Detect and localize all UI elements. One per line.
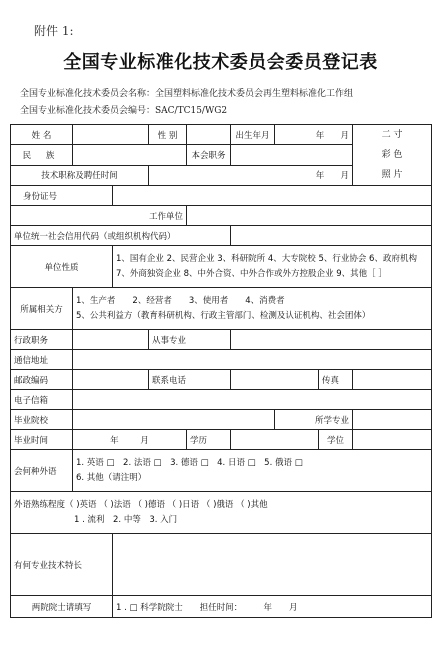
- position-label: 本会职务: [187, 145, 231, 165]
- fluency-line: 外语熟练程度（ )英语 （ )法语 （ )德语 （ )日语 （ )俄语 （ )其他: [14, 499, 268, 510]
- name-field[interactable]: [73, 125, 149, 145]
- grad-year: 年: [110, 435, 119, 446]
- registration-form: [10, 124, 432, 618]
- unit-nature-label: 单位性质: [11, 246, 113, 288]
- grad-time-label: 毕业时间: [11, 430, 73, 450]
- id-field[interactable]: [113, 186, 432, 206]
- photo-text-3: 照 片: [381, 170, 403, 180]
- gender-field[interactable]: [187, 125, 231, 145]
- address-field[interactable]: [73, 350, 432, 370]
- grad-month: 月: [140, 435, 149, 446]
- ethnicity-field[interactable]: [73, 145, 187, 165]
- fax-label: 传真: [319, 370, 353, 390]
- title-date-label: 技术职称及聘任时间: [11, 165, 149, 185]
- phone-label: 联系电话: [149, 370, 231, 390]
- education-field[interactable]: [231, 430, 319, 450]
- title-date-field[interactable]: [149, 165, 353, 185]
- email-field[interactable]: [73, 390, 432, 410]
- title-year: 年: [315, 171, 325, 182]
- party-label: 所属相关方: [11, 288, 73, 330]
- annex-label: 附件 1:: [34, 24, 74, 38]
- birth-field[interactable]: [275, 125, 353, 145]
- postcode-label: 邮政编码: [11, 370, 73, 390]
- degree-field[interactable]: [353, 430, 432, 450]
- unit-nature-options[interactable]: 1、国有企业 2、民营企业 3、科研院所 4、大专院校 5、行业协会 6、政府机构 7、外商独资企业 8、中外合资、中外合作或外方控股企业 9、其他［ ］: [113, 246, 432, 288]
- ethnicity-label: 民 族: [11, 145, 73, 165]
- admin-post-label: 行政职务: [11, 330, 73, 350]
- page-title: 全国专业标准化技术委员会委员登记表: [63, 52, 378, 73]
- fluency-levels: 1 . 流利 2. 中等 3. 入门: [74, 514, 178, 525]
- academician-label: 两院院士请填写: [11, 596, 113, 618]
- work-unit-field[interactable]: [187, 206, 432, 226]
- birth-label: 出生年月: [231, 125, 275, 145]
- academician-field[interactable]: 1 . □ 科学院院士 担任时间： 年 月: [113, 596, 432, 618]
- fax-field[interactable]: [353, 370, 432, 390]
- address-label: 通信地址: [11, 350, 73, 370]
- credit-code-label: 单位统一社会信用代码（或组织机构代码）: [11, 226, 231, 246]
- work-unit-label: 工作单位: [11, 206, 187, 226]
- name-label: 姓 名: [11, 125, 73, 145]
- education-label: 学历: [187, 430, 231, 450]
- birth-year: 年: [315, 130, 325, 141]
- party-line-2: 5、公共利益方（教育科研机构、行政主管部门、检测及认证机构、社会团体）: [76, 310, 371, 321]
- phone-field[interactable]: [231, 370, 319, 390]
- postcode-field[interactable]: [73, 370, 149, 390]
- school-label: 毕业院校: [11, 410, 73, 430]
- birth-month: 月: [340, 130, 349, 141]
- languages-label: 会何种外语: [11, 450, 73, 492]
- languages-line-1: 1. 英语 □ 2. 法语 □ 3. 德语 □ 4. 日语 □ 5. 俄语 □: [76, 457, 303, 468]
- languages-line-2: 6. 其他（请注明）: [76, 472, 147, 483]
- degree-label: 学位: [319, 430, 353, 450]
- photo-box[interactable]: [353, 125, 432, 186]
- party-line-1: 1、生产者 2、经营者 3、使用者 4、消费者: [76, 295, 285, 306]
- photo-text-2: 彩 色: [381, 150, 403, 160]
- specialty-field[interactable]: [113, 534, 432, 596]
- profession-field[interactable]: [231, 330, 432, 350]
- profession-label: 从事专业: [149, 330, 231, 350]
- major-field[interactable]: [353, 410, 432, 430]
- title-month: 月: [340, 171, 349, 182]
- photo-text-1: 二 寸: [381, 130, 403, 140]
- specialty-label: 有何专业技术特长: [11, 534, 113, 596]
- position-field[interactable]: [231, 145, 353, 165]
- major-label: 所学专业: [275, 410, 353, 430]
- id-label: 身份证号: [11, 186, 113, 206]
- credit-code-field[interactable]: [231, 226, 432, 246]
- fluency-row[interactable]: [11, 492, 432, 534]
- party-options[interactable]: [73, 288, 432, 330]
- committee-name: 全国专业标准化技术委员会名称：全国塑料标准化技术委员会再生塑料标准化工作组: [20, 89, 354, 99]
- admin-post-field[interactable]: [73, 330, 149, 350]
- gender-label: 性 别: [149, 125, 187, 145]
- grad-time-field[interactable]: [73, 430, 187, 450]
- email-label: 电子信箱: [11, 390, 73, 410]
- languages-options[interactable]: [73, 450, 432, 492]
- school-field[interactable]: [73, 410, 275, 430]
- committee-code: 全国专业标准化技术委员会编号：SAC/TC15/WG2: [20, 106, 228, 116]
